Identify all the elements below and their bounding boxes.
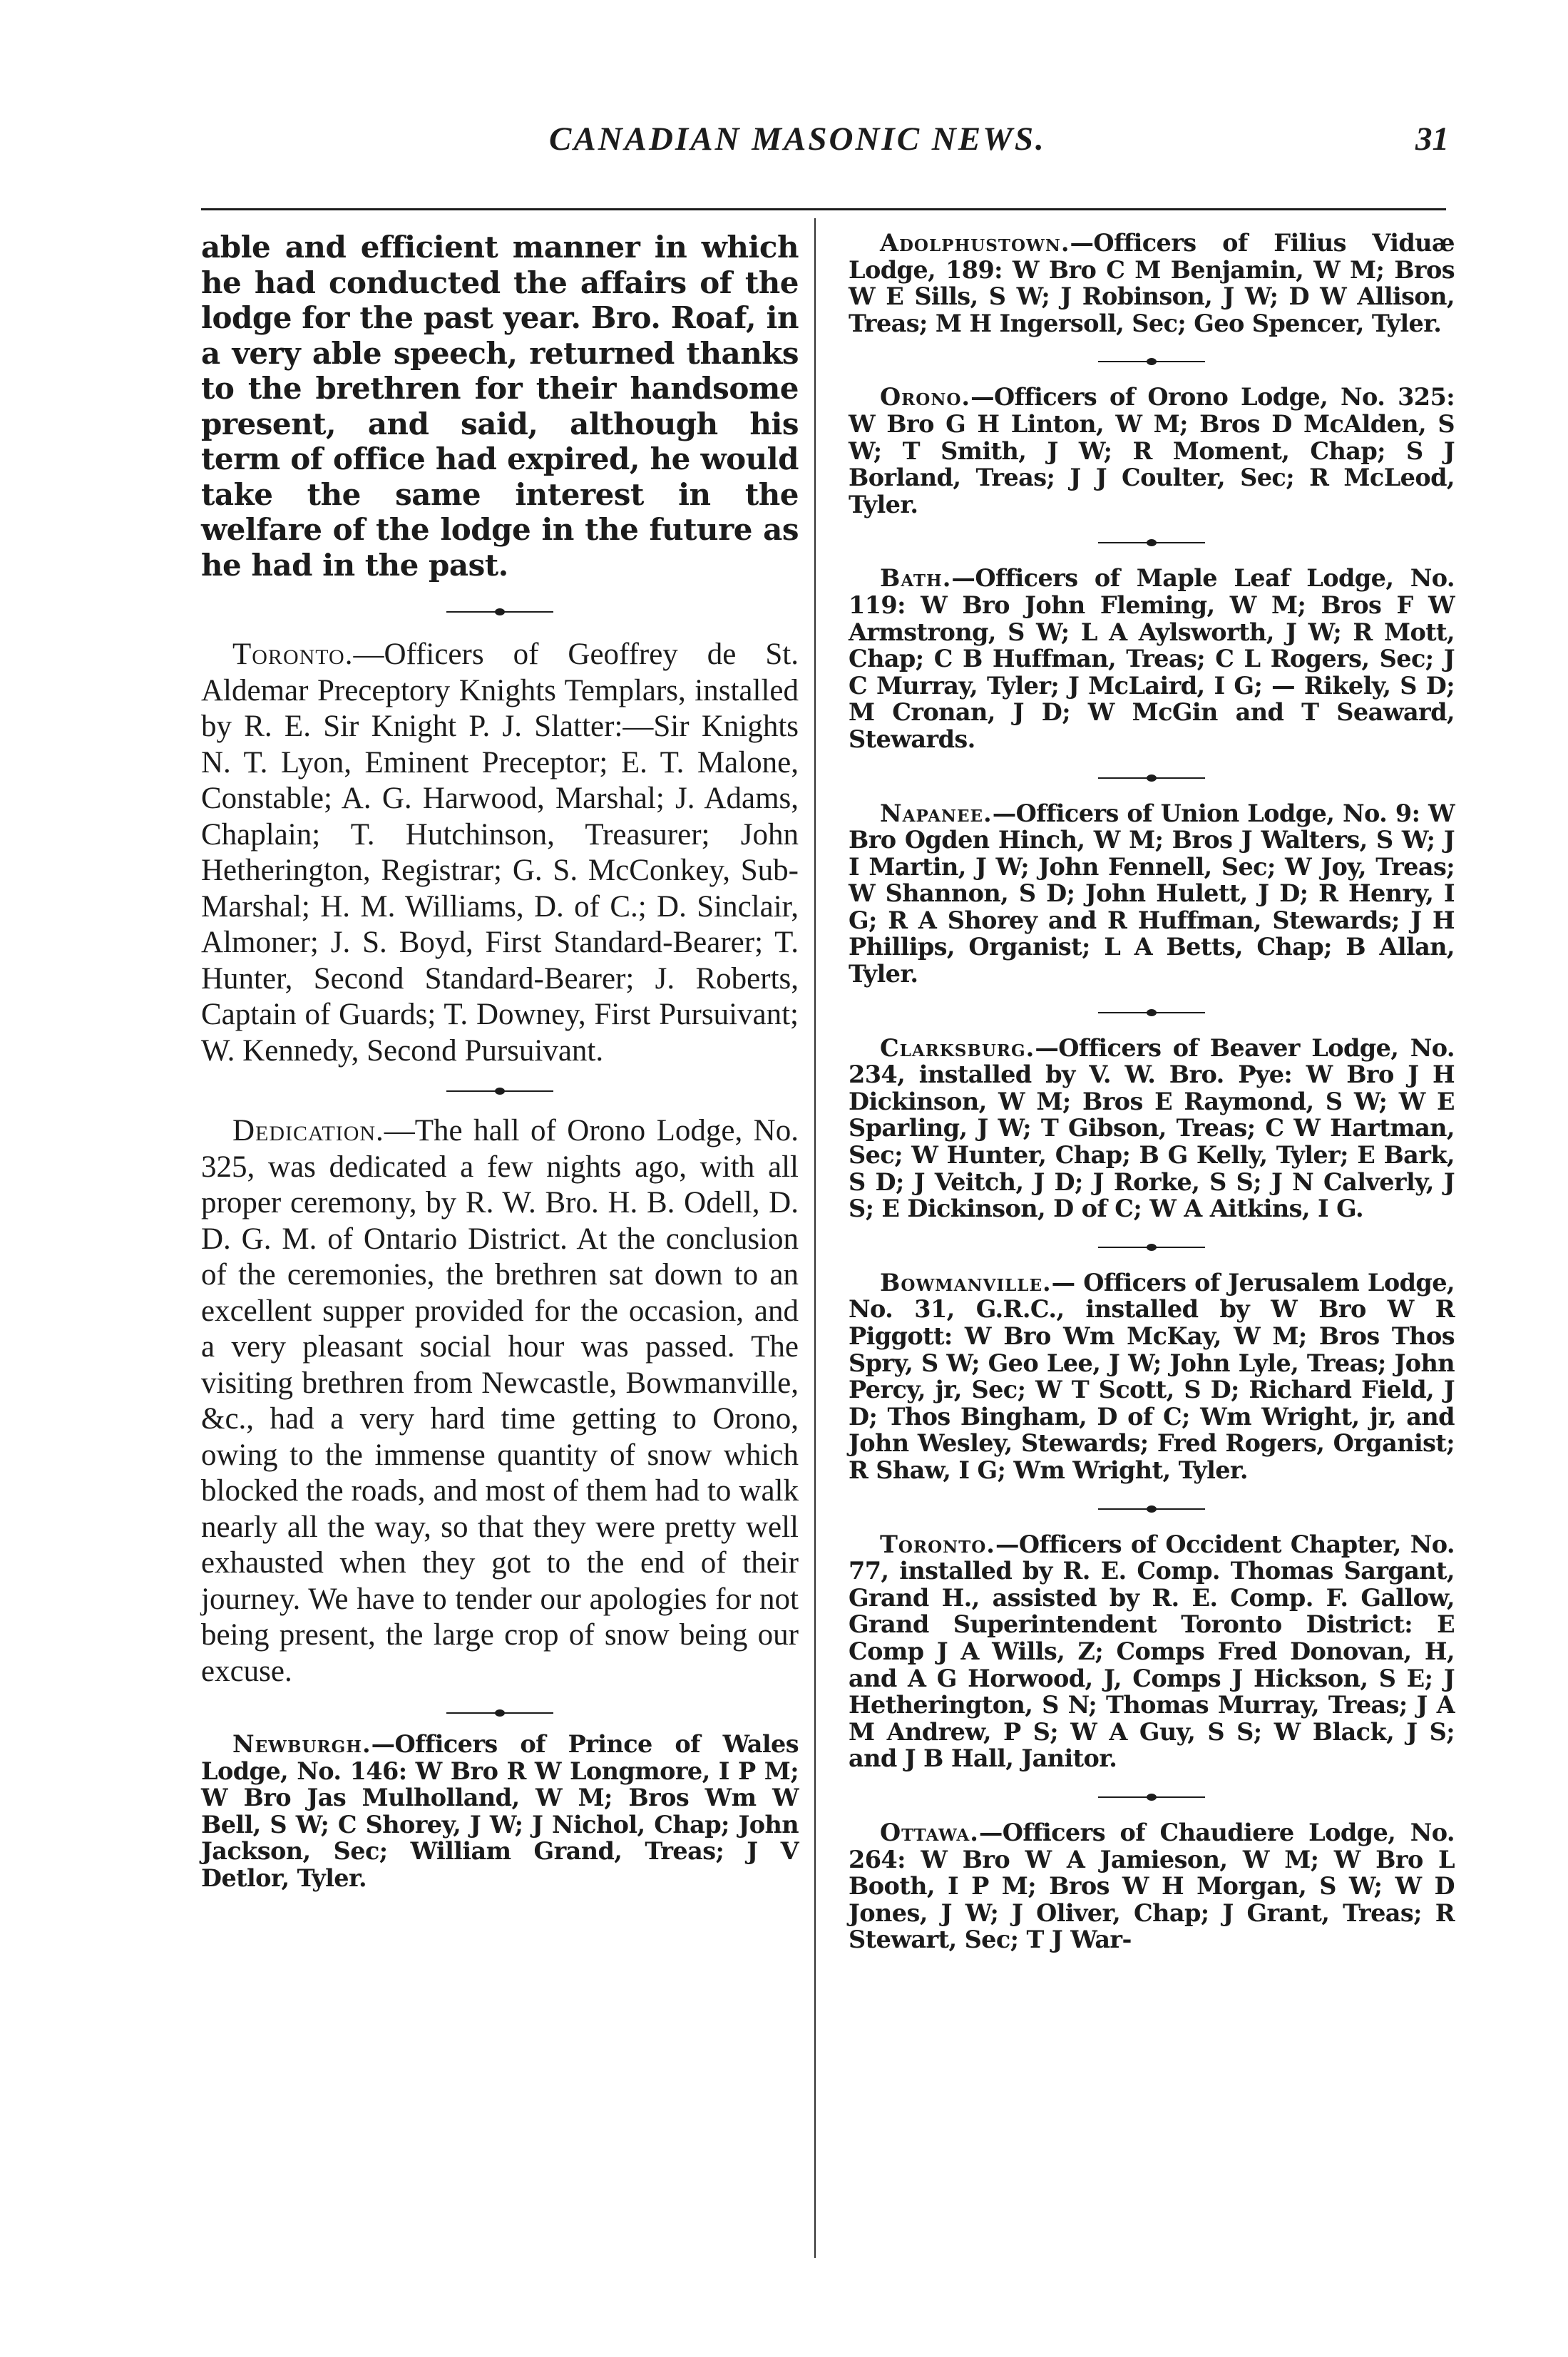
notice-body: —Officers of Geoffrey de St. Aldemar Preceptory Knights Templars, installed by R. E. Sir Knight P. J. Slatter:—Sir Knights N. T. Lyon, Eminent Preceptor; E. T. Malone, Constable; A. G. Harwood, Marshal; J. Adams, Chaplain; T. Hutchinson, Treasurer; John Hetherington, Registrar; G. S. McConkey, Sub-Marshal; H. M. Williams, D. of C.; D. Sinclair, Almoner; J. S. Boyd, First Standard-Bearer; T. Hunter, Second Standard-Bearer; J. Roberts, Captain of Guards; T. Downey, First Pursuivant; W. Kennedy, Second Pursuivant. <box>201 638 799 1068</box>
notice-body: —Officers of Union Lodge, No. 9: W Bro Ogden Hinch, W M; Bros J Walters, S W; J I Martin, J W; John Fennell, Sec; W Joy, Treas; W Shannon, S D; John Hulett, J D; R Henry, I G; R A Shorey and R Huffman, Stewards; J H Phillips, Organist; L A Betts, Chap; B Allan, Tyler. <box>849 799 1455 988</box>
continuation-text: able and efficient manner in which he had conducted the affairs of the lodge for the past year. Bro. Roaf, in a very able speech, returned thanks to the brethren for their handsome present, and said, although his term of office had expired, he would take the same interest in the welfare of the lodge in the future as he had in the past. <box>201 230 799 583</box>
section-divider <box>201 1083 799 1099</box>
notice-body: —Officers of Maple Leaf Lodge, No. 119: W Bro John Fleming, W M; Bros F W Armstrong, S W; L A Aylsworth, J W; R Mott, Chap; C B Huffman, Treas; C L Rogers, Sec; J C Murray, Tyler; J McLaird, I G; — Rikely, S D; M Cronan, J D; W McGin and T Seaward, Stewards. <box>849 564 1455 753</box>
header-rule <box>201 208 1446 210</box>
section-divider <box>201 604 799 620</box>
notice-body: —Officers of Prince of Wales Lodge, No. 146: W Bro R W Longmore, I P M; W Bro Jas Mulholland, W M; Bros Wm W Bell, S W; C Shorey, J W; J Nichol, Chap; John Jackson, Sec; William Grand, Treas; J V Detlor, Tyler. <box>201 1730 799 1892</box>
dateline: Bowmanville. <box>880 1268 1052 1297</box>
dateline: Dedication. <box>232 1114 384 1147</box>
notice-body: —Officers of Filius Viduæ Lodge, 189: W Bro C M Benjamin, W M; Bros W E Sills, S W; J Robinson, J W; D W Allison, Treas; M H Ingersoll, Sec; Geo Spencer, Tyler. <box>849 229 1455 337</box>
dateline: Adolphustown. <box>880 229 1070 257</box>
publication-title: CANADIAN MASONIC NEWS. <box>549 121 1046 158</box>
dateline: Toronto. <box>232 638 354 671</box>
section-divider <box>201 1705 799 1721</box>
orono-notice <box>849 384 1455 518</box>
dateline: Newburgh. <box>232 1730 371 1758</box>
clarksburg-notice <box>849 1035 1455 1222</box>
dateline: Toronto. <box>880 1530 995 1558</box>
newburgh-notice <box>201 1731 799 1892</box>
bowmanville-notice <box>849 1269 1455 1484</box>
notice-body: —Officers of Beaver Lodge, No. 234, installed by V. W. Bro. Pye: W Bro J H Dickinson, W M; Bros E Raymond, S W; W E Sparling, J W; T Gibson, Treas; C W Hartman, Sec; W Hunter, Chap; B G Kelly, Tyler; E Bark, S D; J Veitch, J D; J Rorke, S S; J N Calverly, J S; E Dickinson, D of C; W A Aitkins, I G. <box>849 1033 1455 1223</box>
section-divider <box>849 1239 1455 1255</box>
napanee-notice <box>849 800 1455 988</box>
right-column <box>849 227 1455 1953</box>
running-head <box>0 120 1568 177</box>
notice-body: —Officers of Chaudiere Lodge, No. 264: W Bro W A Jamieson, W M; W Bro L Booth, I P M; Bros W H Morgan, S W; W D Jones, J W; J Oliver, Chap; J Grant, Treas; R Stewart, Sec; T J War- <box>849 1818 1455 1954</box>
notice-body: —Officers of Occident Chapter, No. 77, installed by R. E. Comp. Thomas Sargant, Grand H., assisted by R. E. Comp. F. Gallow, Grand Superintendent Toronto District: E Comp J A Wills, Z; Comps Fred Donovan, H, and A G Horwood, J, Comps J Hickson, S E; J Hetherington, S N; Thomas Murray, Treas; J A M Andrew, P S; W A Guy, S S; W Black, J S; and J B Hall, Janitor. <box>849 1530 1455 1773</box>
section-divider <box>849 1501 1455 1517</box>
section-divider <box>849 535 1455 551</box>
notice-body: — Officers of Jerusalem Lodge, No. 31, G.R.C., installed by W Bro W R Piggott: W Bro Wm McKay, W M; Bros Thos Spry, S W; Geo Lee, J W; John Lyle, Treas; John Percy, jr, Sec; W T Scott, S D; Richard Field, J D; Thos Bingham, D of C; Wm Wright, jr, and John Wesley, Stewards; Fred Rogers, Organist; R Shaw, I G; Wm Wright, Tyler. <box>849 1268 1455 1484</box>
dateline: Clarksburg. <box>880 1033 1035 1062</box>
notice-body: —Officers of Orono Lodge, No. 325: W Bro G H Linton, W M; Bros D McAlden, S W; T Smith, J W; R Moment, Chap; S J Borland, Treas; J J Coulter, Sec; R McLeod, Tyler. <box>849 383 1455 518</box>
toronto-preceptory-notice <box>201 637 799 1069</box>
dateline: Bath. <box>880 564 952 593</box>
ottawa-notice <box>849 1819 1455 1953</box>
section-divider <box>849 1789 1455 1805</box>
bath-notice <box>849 565 1455 752</box>
notice-body: —The hall of Orono Lodge, No. 325, was dedicated a few nights ago, with all proper ceremony, by R. W. Bro. H. B. Odell, D. D. G. M. of Ontario District. At the conclusion of the ceremonies, the brethren sat down to an excellent supper provided for the occasion, and a very pleasant social hour was passed. The visiting brethren from Newcastle, Bowmanville, &c., had a very hard time getting to Orono, owing to the immense quantity of snow which blocked the roads, and most of them had to walk nearly all the way, so that they were pretty well exhausted when they got to the end of their journey. We have to tender our apologies for not being present, the large crop of snow being our excuse. <box>201 1114 799 1688</box>
page-number: 31 <box>1415 121 1449 158</box>
dedication-notice <box>201 1113 799 1689</box>
column-rule <box>814 218 816 2258</box>
left-column <box>201 227 799 1892</box>
dateline: Ottawa. <box>880 1818 979 1846</box>
section-divider <box>849 1005 1455 1021</box>
dateline: Napanee. <box>880 799 993 827</box>
toronto-chapter-notice <box>849 1531 1455 1772</box>
adolphustown-notice <box>849 230 1455 337</box>
section-divider <box>849 354 1455 369</box>
section-divider <box>849 770 1455 786</box>
dateline: Orono. <box>880 383 971 411</box>
article-continuation <box>201 230 799 583</box>
